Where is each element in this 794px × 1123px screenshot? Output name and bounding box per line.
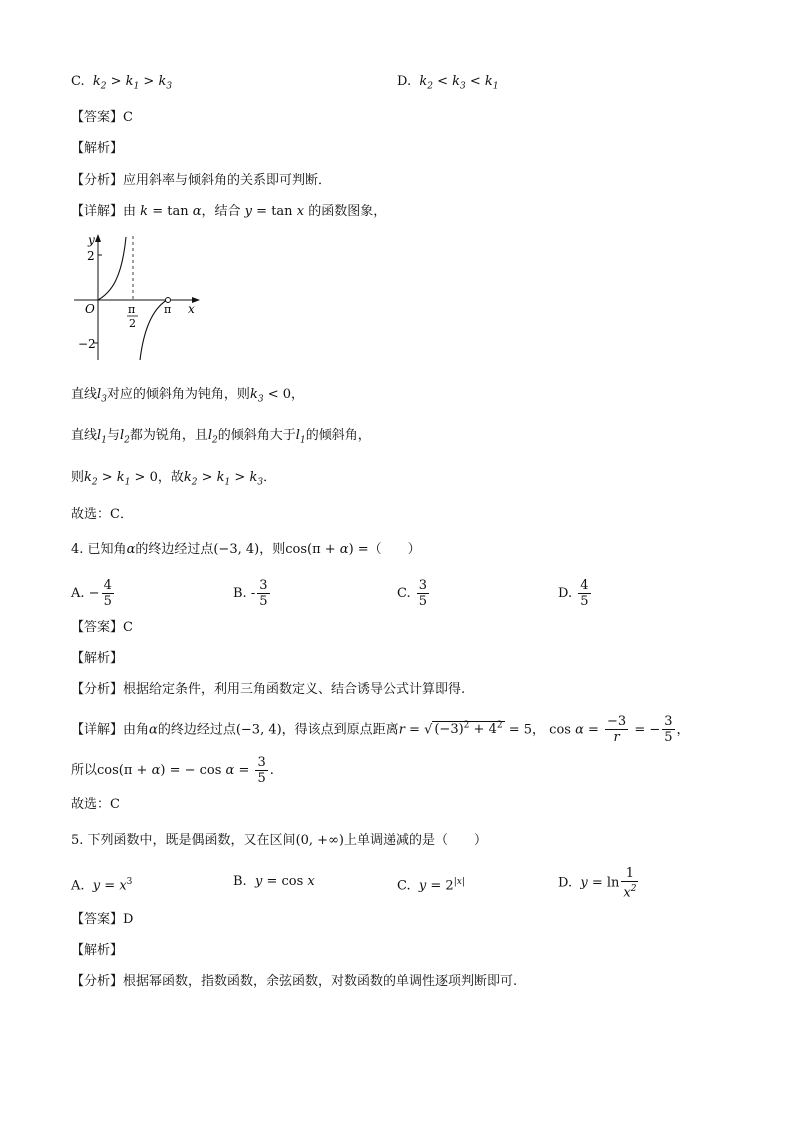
tan-graph — [72, 232, 207, 364]
tick-y-2: 2 — [87, 249, 95, 263]
q5-option-b: B. y = cos x — [233, 874, 315, 889]
q3-fenxi: 【分析】应用斜率与倾斜角的关系即可判断． — [71, 173, 332, 188]
q4-fenxi: 【分析】根据给定条件，利用三角函数定义、结合诱导公式计算即得. — [71, 682, 466, 697]
open-point — [166, 298, 171, 303]
q5-answer: 【答案】D — [71, 912, 134, 927]
q5-stem: 5. 下列函数中，既是偶函数，又在区间(0, +∞)上单调递减的是（ ） — [71, 833, 487, 848]
tick-y-neg2: −2 — [78, 337, 96, 351]
q5-fenxi: 【分析】根据幂函数，指数函数，余弦函数，对数函数的单调性逐项判断即可. — [71, 974, 518, 989]
q4-choose: 故选：C — [71, 797, 120, 812]
q4-stem: 4. 已知角α的终边经过点(−3, 4)，则cos(π + α) =（ ） — [71, 542, 421, 557]
q5-analysis-tag: 【解析】 — [71, 943, 124, 958]
origin-label: O — [85, 302, 95, 316]
q5-option-d: D. y = ln $\frac{1}{x^2}$ — [558, 866, 637, 901]
q3-line1: 直线$l_3$对应的倾斜角为钝角，则$k_3 < 0$， — [71, 387, 305, 405]
tick-pi-half-num: π — [128, 303, 136, 316]
q4-option-d: D. $\frac{4}{5}$ — [558, 578, 589, 609]
q4-analysis-tag: 【解析】 — [71, 651, 124, 666]
q4-answer: 【答案】C — [71, 620, 133, 635]
y-axis-label: y — [88, 233, 95, 247]
y-axis-arrow — [95, 234, 101, 242]
q3-option-d: D. $k_2 < k_3 < k_1$ — [397, 74, 499, 92]
q4-option-c: C. $\frac{3}{5}$ — [397, 578, 428, 609]
option-label: D. — [397, 74, 412, 89]
option-label: C. — [71, 74, 85, 89]
q3-line3: 则$k_2 > k_1 > 0$，故$k_2 > k_1 > k_3$． — [71, 470, 277, 488]
q4-option-b: B. - $\frac{3}{5}$ — [233, 578, 268, 609]
q3-answer: 【答案】C — [71, 110, 133, 125]
q3-analysis-tag: 【解析】 — [71, 141, 124, 156]
q5-option-c: C. $y = 2^{|x|}$ — [397, 877, 465, 894]
q3-line2: 直线$l_1$与$l_2$都为锐角，且$l_2$的倾斜角大于$l_1$的倾斜角， — [71, 428, 371, 446]
tick-pi-half-den: 2 — [129, 317, 136, 330]
q4-detail: 【详解】由角α的终边经过点(−3, 4)，得该点到原点距离r = √ $(-3)^2 + 4^2 = 5$， cos α = $\frac{-3}{r}$ = − $\frac{3}{5}$ ， — [71, 714, 690, 746]
q3-detail: 【详解】由 k = tan α，结合 y = tan x 的函数图象， — [71, 204, 387, 219]
q5-option-a: A. $y = x^3$ — [71, 877, 133, 894]
tan-branch-2 — [140, 300, 167, 360]
q3-option-c: C. $k_2 > k_1 > k_3$ — [71, 74, 173, 92]
q3-choose: 故选：C． — [71, 507, 133, 522]
tick-pi: π — [164, 303, 172, 316]
tan-branch-1 — [98, 237, 126, 300]
q4-so: 所以cos(π + α) = − cos α = $\frac{3}{5}$ . — [71, 755, 274, 786]
x-axis-label: x — [188, 302, 195, 316]
q4-option-a: A. − $\frac{4}{5}$ — [71, 578, 112, 609]
